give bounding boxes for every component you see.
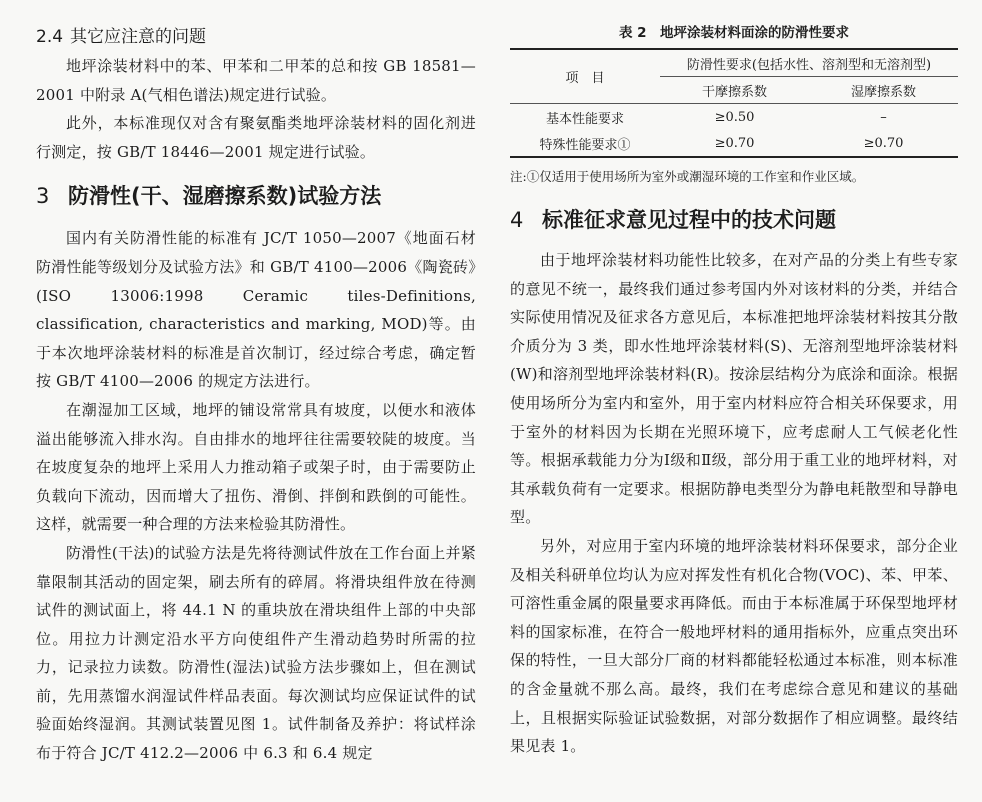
table-cell-dry: ≥0.70	[660, 130, 809, 157]
paragraph: 防滑性(干法)的试验方法是先将待测试件放在工作台面上并紧靠限制其活动的固定架，刷去所有的碎屑。将滑块组件放在待测试件的测试面上，将 44.1 N 的重块放在滑块组件上部的中央部位。用拉力计测定沿水平方向使组件产生滑动趋势时所需的拉力，记录拉力读数。防滑性(湿法)试验方法步骤如上，但在测试前，先用蒸馏水润湿试件样品表面。每次测试均应保证试件的试验面始终湿润。其测试装置见图 1。试件制备及养护：将试样涂布于符合 JC/T 412.2—2006 中 6.3 和 6.4 规定	[36, 543, 476, 763]
table-cell-wet: –	[880, 109, 887, 125]
section-4-heading	[510, 202, 958, 238]
table-row	[510, 104, 958, 131]
table-header-wet: 湿摩擦系数	[809, 77, 958, 104]
left-column	[36, 0, 476, 768]
section-title: 标准征求意见过程中的技术问题	[542, 208, 836, 232]
table-header-item: 项 目	[510, 49, 660, 104]
paragraph: 地坪涂装材料中的苯、甲苯和二甲苯的总和按 GB 18581—2001 中附录 A(气相色谱法)规定进行试验。	[36, 57, 476, 104]
section-number: 3	[36, 184, 50, 209]
section-2-4-heading	[36, 22, 476, 52]
table-header-group: 防滑性要求(包括水性、溶剂型和无溶剂型)	[660, 49, 958, 77]
table-note: 注:①仅适用于使用场所为室外或潮湿环境的工作室和作业区域。	[510, 169, 865, 184]
section-title: 防滑性(干、湿磨擦系数)试验方法	[68, 184, 382, 209]
section-title: 其它应注意的问题	[70, 27, 206, 47]
paragraph: 此外，本标准现仅对含有聚氨酯类地坪涂装材料的固化剂进行测定，按 GB/T 18446—2001 规定进行试验。	[36, 114, 476, 161]
table-header-dry: 干摩擦系数	[660, 77, 809, 104]
table-cell-label: 特殊性能要求①	[510, 130, 660, 157]
table-row	[510, 130, 958, 157]
paragraph: 另外，对应用于室内环境的地坪涂装材料环保要求，部分企业及相关科研单位均认为应对挥发性有机化合物(VOC)、苯、甲苯、可溶性重金属的限量要求再降低。而由于本标准属于环保型地坪材料的国家标准，在符合一般地坪材料的通用指标外，应重点突出环保的特性，一旦大部分厂商的材料都能轻松通过本标准，则本标准的含金量就不那么高。最终，我们在考虑综合意见和建议的基础上，且根据实际验证试验数据，对部分数据作了相应调整。最终结果见表 1。	[510, 536, 958, 756]
table-title: 表 2 地坪涂装材料面涂的防滑性要求	[618, 25, 850, 41]
table-cell-wet: ≥0.70	[809, 130, 958, 157]
section-3-heading	[36, 178, 476, 214]
right-column	[510, 0, 958, 761]
section-number: 4	[510, 208, 524, 232]
table-cell-dry: ≥0.50	[714, 109, 755, 125]
paragraph: 国内有关防滑性能的标准有 JC/T 1050—2007《地面石材防滑性能等级划分及试验方法》和 GB/T 4100—2006《陶瓷砖》(ISO 13006:1998 Ceramic tiles-Definitions, classification, characteristics and marking, MOD)等。由于本次地坪涂装材料的标准是首次制订，经过综合考虑，确定暂按 GB/T 4100—2006 的规定方法进行。	[36, 229, 476, 391]
section-number: 2.4	[36, 27, 64, 47]
table-cell-label: 基本性能要求	[545, 111, 624, 127]
anti-slip-table	[510, 48, 958, 158]
paragraph: 在潮湿加工区域，地坪的铺设常常具有坡度，以便水和液体溢出能够流入排水沟。自由排水的地坪往往需要较陡的坡度。当在坡度复杂的地坪上采用人力推动箱子或架子时，由于需要防止负载向下流动，因而增大了扭伤、滑倒、拌倒和跌倒的可能性。这样，就需要一种合理的方法来检验其防滑性。	[36, 400, 476, 534]
paragraph: 由于地坪涂装材料功能性比较多，在对产品的分类上有些专家的意见不统一，最终我们通过参考国内外对该材料的分类，并结合实际使用情况及征求各方意见后，本标准把地坪涂装材料按其分散介质分为 3 类，即水性地坪涂装材料(S)、无溶剂型地坪涂装材料(W)和溶剂型地坪涂装材料(R)。按涂层结构分为底涂和面涂。根据使用场所分为室内和室外，用于室内材料应符合相关环保要求，用于室外的材料因为长期在光照环境下，应考虑耐人工气候老化性等。根据承载能力分为Ⅰ级和Ⅱ级，部分用于重工业的地坪材料，对其承载负荷有一定要求。根据防静电类型分为静电耗散型和导静电型。	[510, 251, 958, 527]
